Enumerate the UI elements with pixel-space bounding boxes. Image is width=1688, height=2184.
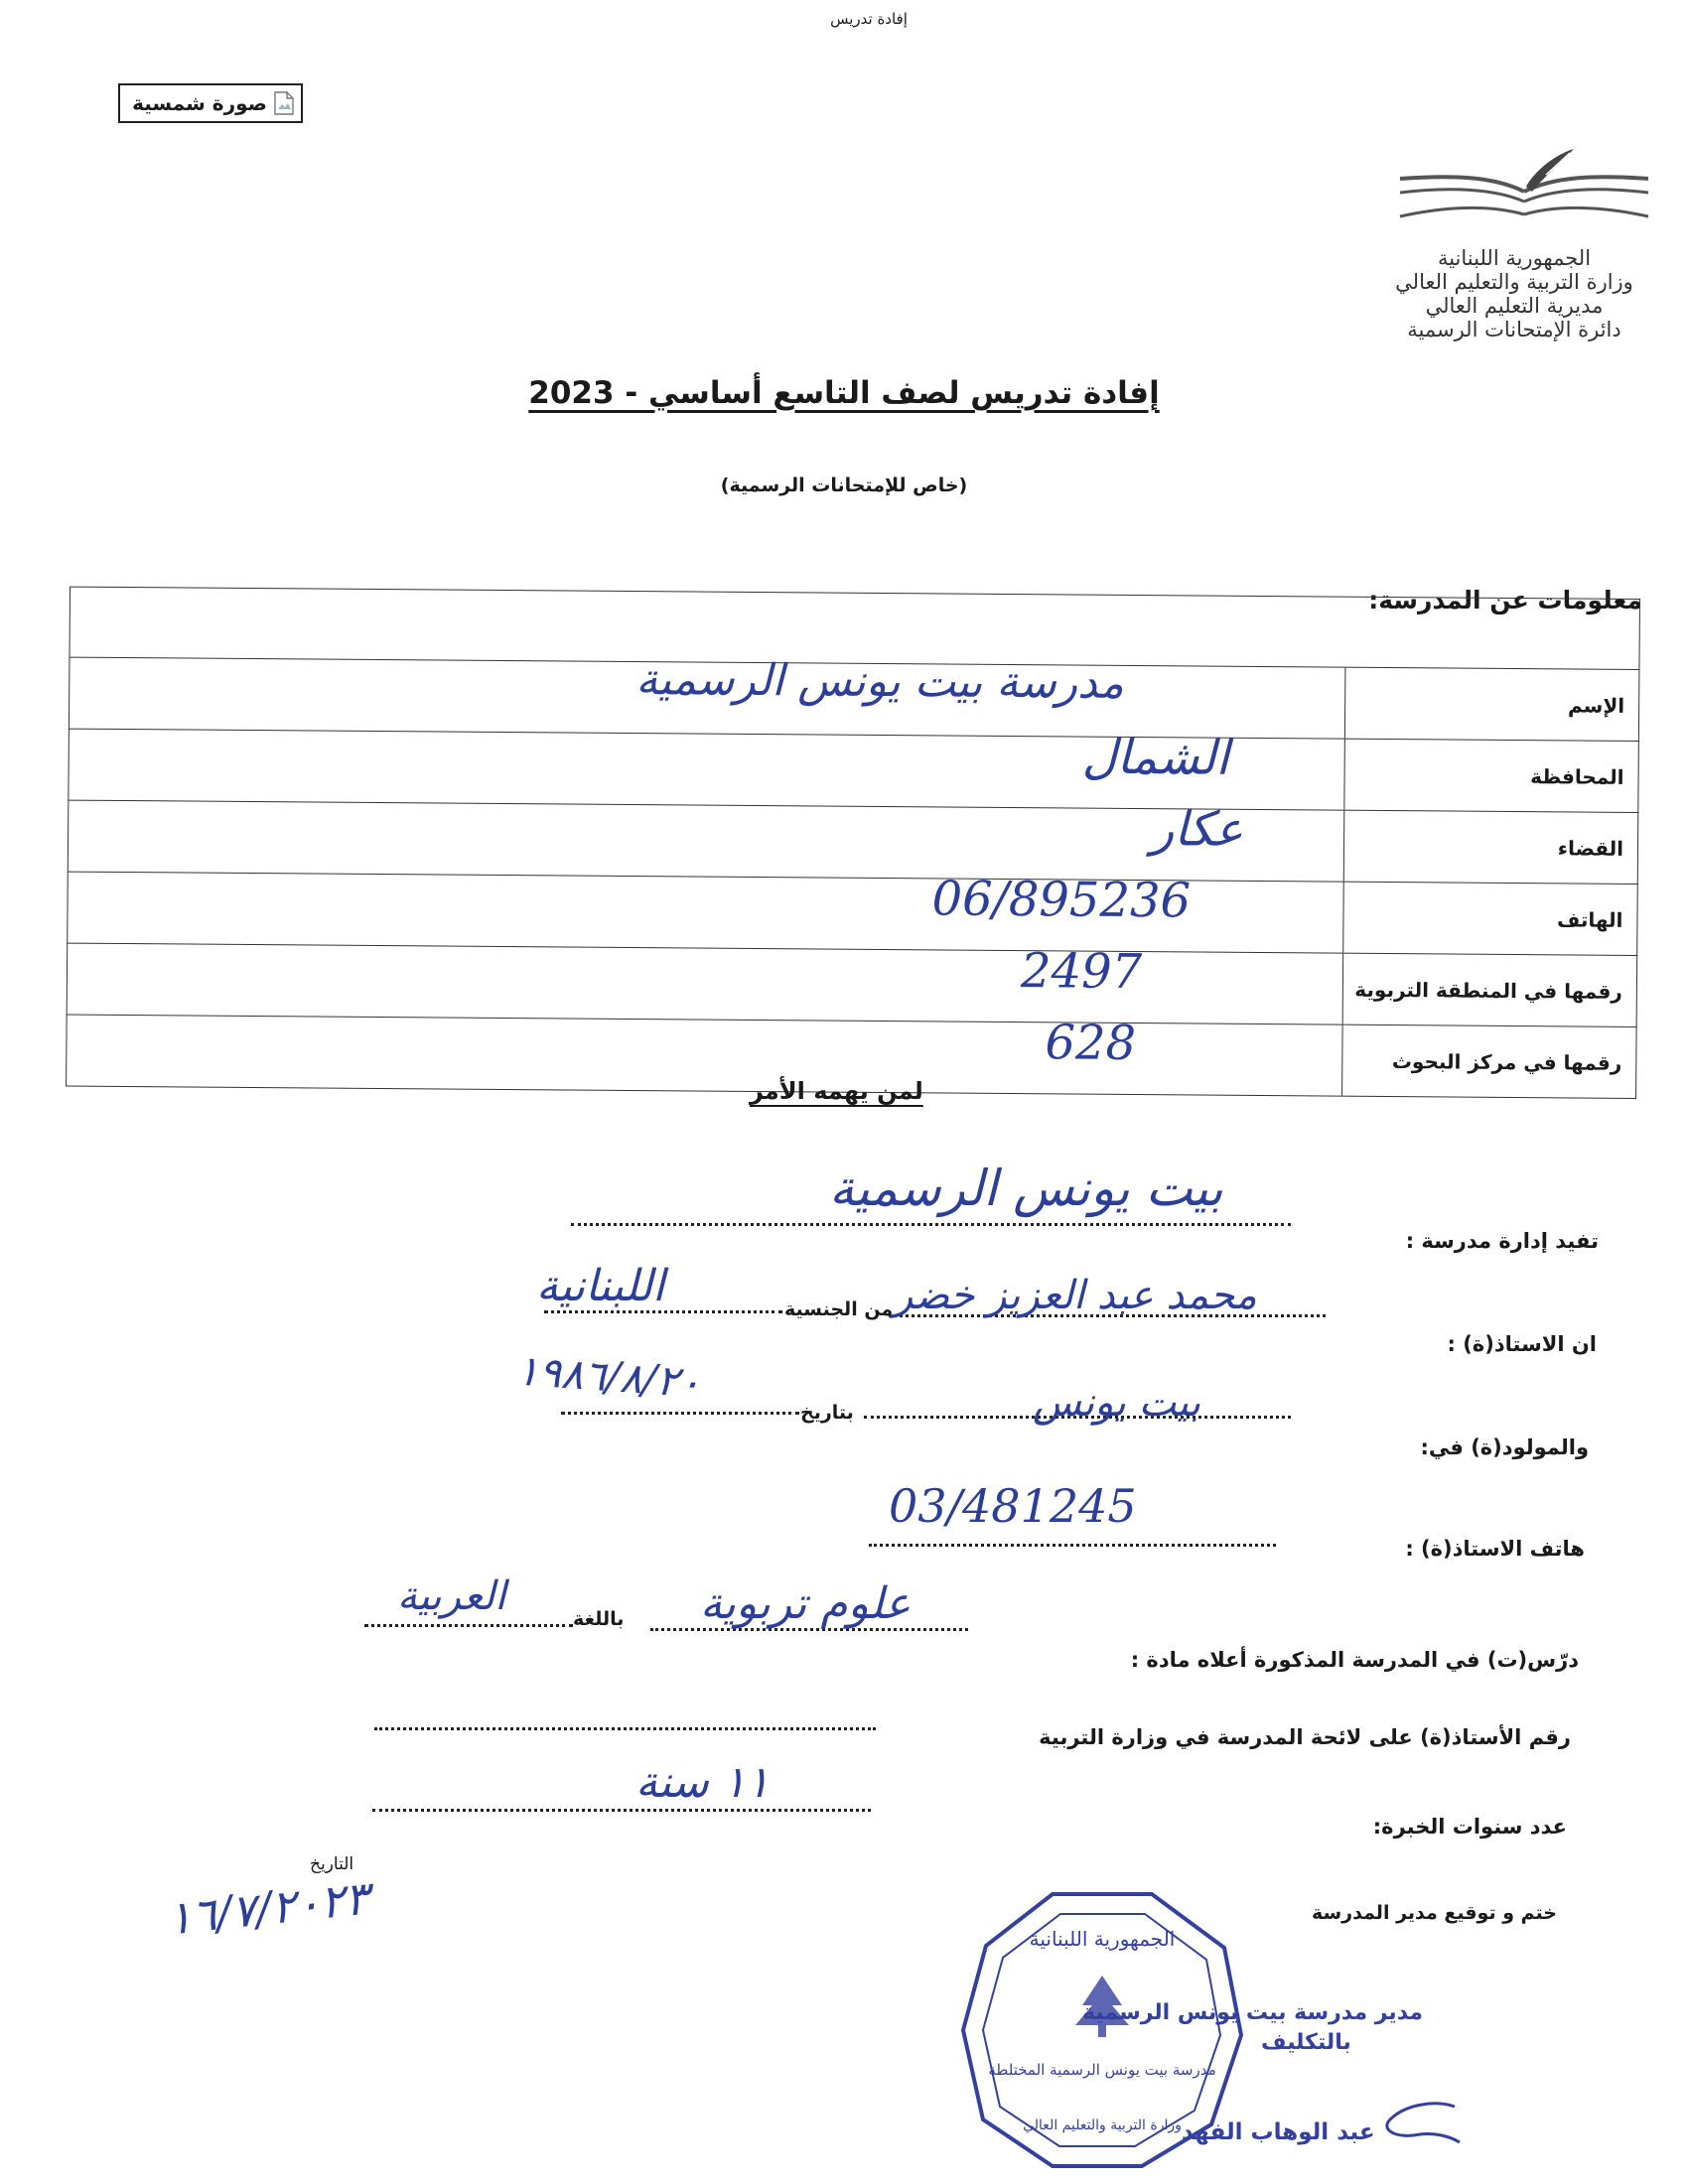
stamp-signature-label: ختم و توقيع مدير المدرسة [1311, 1902, 1557, 1924]
stamp-outer-text: الجمهورية اللبنانية [1029, 1927, 1176, 1951]
page-header: إفادة تدريس [830, 10, 908, 28]
birth-date-value: ١٩٨٦/٨/٢٠ [514, 1345, 703, 1408]
birth-date-line [561, 1412, 799, 1415]
born-label: والمولود(ة) في: [1420, 1435, 1589, 1459]
language-label: باللغة [573, 1608, 625, 1630]
subject-value: علوم تربوية [700, 1578, 912, 1629]
date-label: بتاريخ [800, 1402, 854, 1424]
row-label: الهاتف [1342, 883, 1637, 955]
date-field-value: ١٦/٧/٢٠٢٣ [164, 1870, 372, 1946]
broken-image-icon [273, 91, 295, 115]
principal-assignment: بالتكليف [1261, 2030, 1351, 2055]
row-label: رقمها في مركز البحوث [1341, 1025, 1636, 1098]
table-row-governorate [68, 730, 1639, 813]
school-phone-value: 06/895236 [931, 871, 1192, 929]
photo-placeholder-box [118, 83, 303, 123]
row-label: المحافظة [1343, 740, 1638, 812]
experience-line [372, 1809, 871, 1812]
teacher-phone-line [869, 1544, 1276, 1547]
taught-label: درّس(ت) في المدرسة المذكورة أعلاه مادة : [1130, 1648, 1579, 1672]
ministry-number-line [374, 1727, 876, 1730]
document-title: إفادة تدريس لصف التاسع أساسي - 2023 [528, 375, 1160, 411]
ministry-line-2: وزارة التربية والتعليم العالي [1395, 270, 1633, 294]
edu-zone-number-value: 2497 [1020, 943, 1143, 1001]
document-subtitle: (خاص للإمتحانات الرسمية) [720, 475, 968, 496]
ministry-line-1: الجمهورية اللبنانية [1437, 246, 1592, 270]
row-label: القضاء [1343, 811, 1638, 884]
school-admin-line [571, 1223, 1291, 1226]
row-label: الإسم [1344, 668, 1639, 741]
school-name-value: مدرسة بيت يونس الرسمية [635, 654, 1124, 709]
school-admin-value: بيت يونس الرسمية [829, 1160, 1223, 1217]
research-center-number-value: 628 [1045, 1015, 1137, 1072]
stamp-bottom-text: وزارة التربية والتعليم العالي [1023, 2117, 1182, 2133]
teacher-label: ان الاستاذ(ة) : [1447, 1332, 1597, 1356]
nationality-value: اللبنانية [536, 1261, 665, 1311]
ministry-book-logo [1395, 147, 1653, 236]
school-info-table [66, 587, 1640, 1095]
table-row-phone [67, 873, 1638, 956]
principal-name: عبد الوهاب الفهد [1182, 2119, 1375, 2145]
table-row-edu-zone-number [67, 944, 1638, 1027]
date-field-label: التاريخ [310, 1854, 354, 1874]
table-row-district [68, 801, 1639, 885]
teacher-name-value: محمد عبد العزيز خضر [894, 1273, 1257, 1318]
school-info-heading: معلومات عن المدرسة: [1368, 586, 1642, 614]
to-whom-heading: لمن يهمه الأمر [750, 1077, 923, 1105]
photo-placeholder-label: صورة شمسية [132, 91, 267, 115]
ministry-line-3: مديرية التعليم العالي [1425, 294, 1604, 318]
nationality-label: من الجنسية [784, 1298, 894, 1320]
experience-value: ١١ سنة [635, 1757, 770, 1808]
principal-signature [1375, 2095, 1465, 2149]
ministry-number-label: رقم الأستاذ(ة) على لائحة المدرسة في وزارة التربية [1039, 1725, 1571, 1749]
district-value: عكار [1150, 801, 1244, 858]
ministry-line-4: دائرة الإمتحانات الرسمية [1407, 318, 1621, 341]
row-label: رقمها في المنطقة التربوية [1342, 954, 1637, 1026]
language-line [364, 1624, 573, 1627]
ministry-header [1370, 246, 1658, 341]
governorate-value: الشمال [1081, 729, 1229, 786]
school-admin-label: تفيد إدارة مدرسة : [1405, 1229, 1599, 1253]
table-row-name [69, 654, 1640, 742]
teacher-phone-value: 03/481245 [889, 1479, 1137, 1533]
born-place-value: بيت يونس [1033, 1380, 1201, 1426]
teacher-phone-label: هاتف الاستاذ(ة) : [1405, 1537, 1585, 1561]
stamp-inner-text: مدرسة بيت يونس الرسمية المختلطة [988, 2061, 1216, 2079]
language-value: العربية [397, 1573, 506, 1619]
experience-label: عدد سنوات الخبرة: [1372, 1815, 1567, 1839]
principal-title: مدير مدرسة بيت يونس الرسمية [1082, 2000, 1424, 2025]
